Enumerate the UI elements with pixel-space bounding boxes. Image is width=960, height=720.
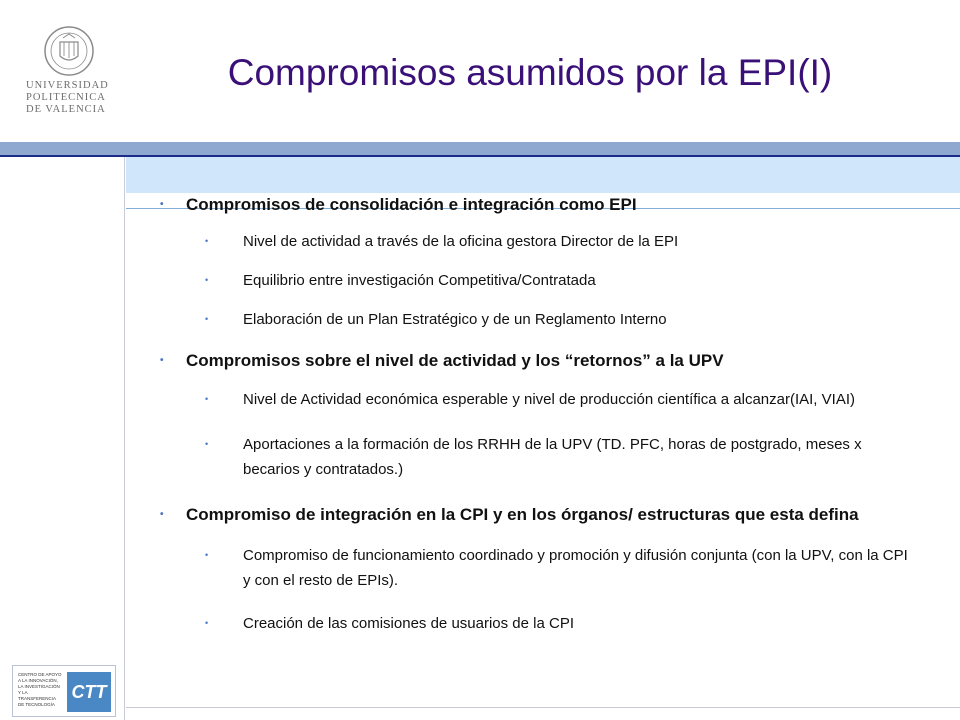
- list-item: [155, 611, 915, 636]
- bullet-icon: •: [160, 199, 164, 210]
- list-item: [155, 307, 915, 332]
- list-item: [155, 229, 915, 254]
- item-text: Aportaciones a la formación de los RRHH de la UPV (TD. PFC, horas de postgrado, meses x becarios y contratados.): [243, 436, 862, 478]
- ctt-line: Y LA TRANSFERENCIA: [18, 690, 57, 701]
- bullet-icon: •: [205, 550, 209, 560]
- item-text: Compromiso de funcionamiento coordinado y promoción y difusión conjunta (con la UPV, con la CPI y con el resto de EPIs).: [243, 547, 908, 589]
- university-seal-icon: [43, 24, 95, 78]
- ctt-description: [18, 672, 66, 708]
- logo-line: POLITECNICA: [26, 92, 106, 103]
- ctt-line: LA INVESTIGACIÓN: [18, 684, 60, 689]
- list-item: [155, 500, 915, 529]
- logo-line: UNIVERSIDAD: [26, 80, 109, 91]
- item-text: Nivel de actividad a través de la oficina gestora Director de la EPI: [243, 233, 679, 250]
- bullet-icon: •: [205, 275, 209, 285]
- list-item: [155, 268, 915, 293]
- list-item: [155, 543, 915, 593]
- ctt-line: A LA INNOVACIÓN,: [18, 678, 58, 683]
- bullet-icon: •: [205, 618, 209, 628]
- item-text: Elaboración de un Plan Estratégico y de un Reglamento Interno: [243, 311, 667, 328]
- item-text: Nivel de Actividad económica esperable y nivel de producción científica a alcanzar(IAI, VIAI): [243, 391, 855, 408]
- list-item: [155, 432, 915, 482]
- list-item: [155, 387, 915, 412]
- bullet-icon: •: [205, 394, 209, 404]
- header-bar: [0, 142, 960, 157]
- accent-band: [126, 157, 960, 193]
- bullet-icon: •: [160, 355, 164, 366]
- item-text: Creación de las comisiones de usuarios de la CPI: [243, 615, 575, 632]
- bullet-icon: •: [160, 509, 164, 520]
- bullet-icon: •: [205, 314, 209, 324]
- bullet-icon: •: [205, 236, 209, 246]
- ctt-logo: [12, 665, 116, 717]
- list-item: [155, 346, 915, 375]
- bullet-list: [155, 190, 915, 636]
- item-text: Compromisos sobre el nivel de actividad y los “retornos” a la UPV: [186, 351, 724, 370]
- item-text: Compromiso de integración en la CPI y en los órganos/ estructuras que esta defina: [186, 505, 859, 524]
- ctt-line: CENTRO DE APOYO: [18, 672, 62, 677]
- bottom-divider: [126, 707, 960, 708]
- university-name: [26, 80, 112, 116]
- ctt-line: DE TECNOLOGÍA: [18, 702, 55, 707]
- logo-line: DE VALENCIA: [26, 104, 106, 115]
- bullet-icon: •: [205, 439, 209, 449]
- slide-title: Compromisos asumidos por la EPI(I): [227, 52, 833, 93]
- ctt-mark: CTT: [67, 672, 111, 712]
- item-text: Compromisos de consolidación e integración como EPI: [186, 195, 637, 214]
- list-item: [155, 190, 915, 219]
- item-text: Equilibrio entre investigación Competitiva/Contratada: [243, 272, 596, 289]
- left-divider: [124, 157, 125, 720]
- university-logo: [20, 20, 112, 120]
